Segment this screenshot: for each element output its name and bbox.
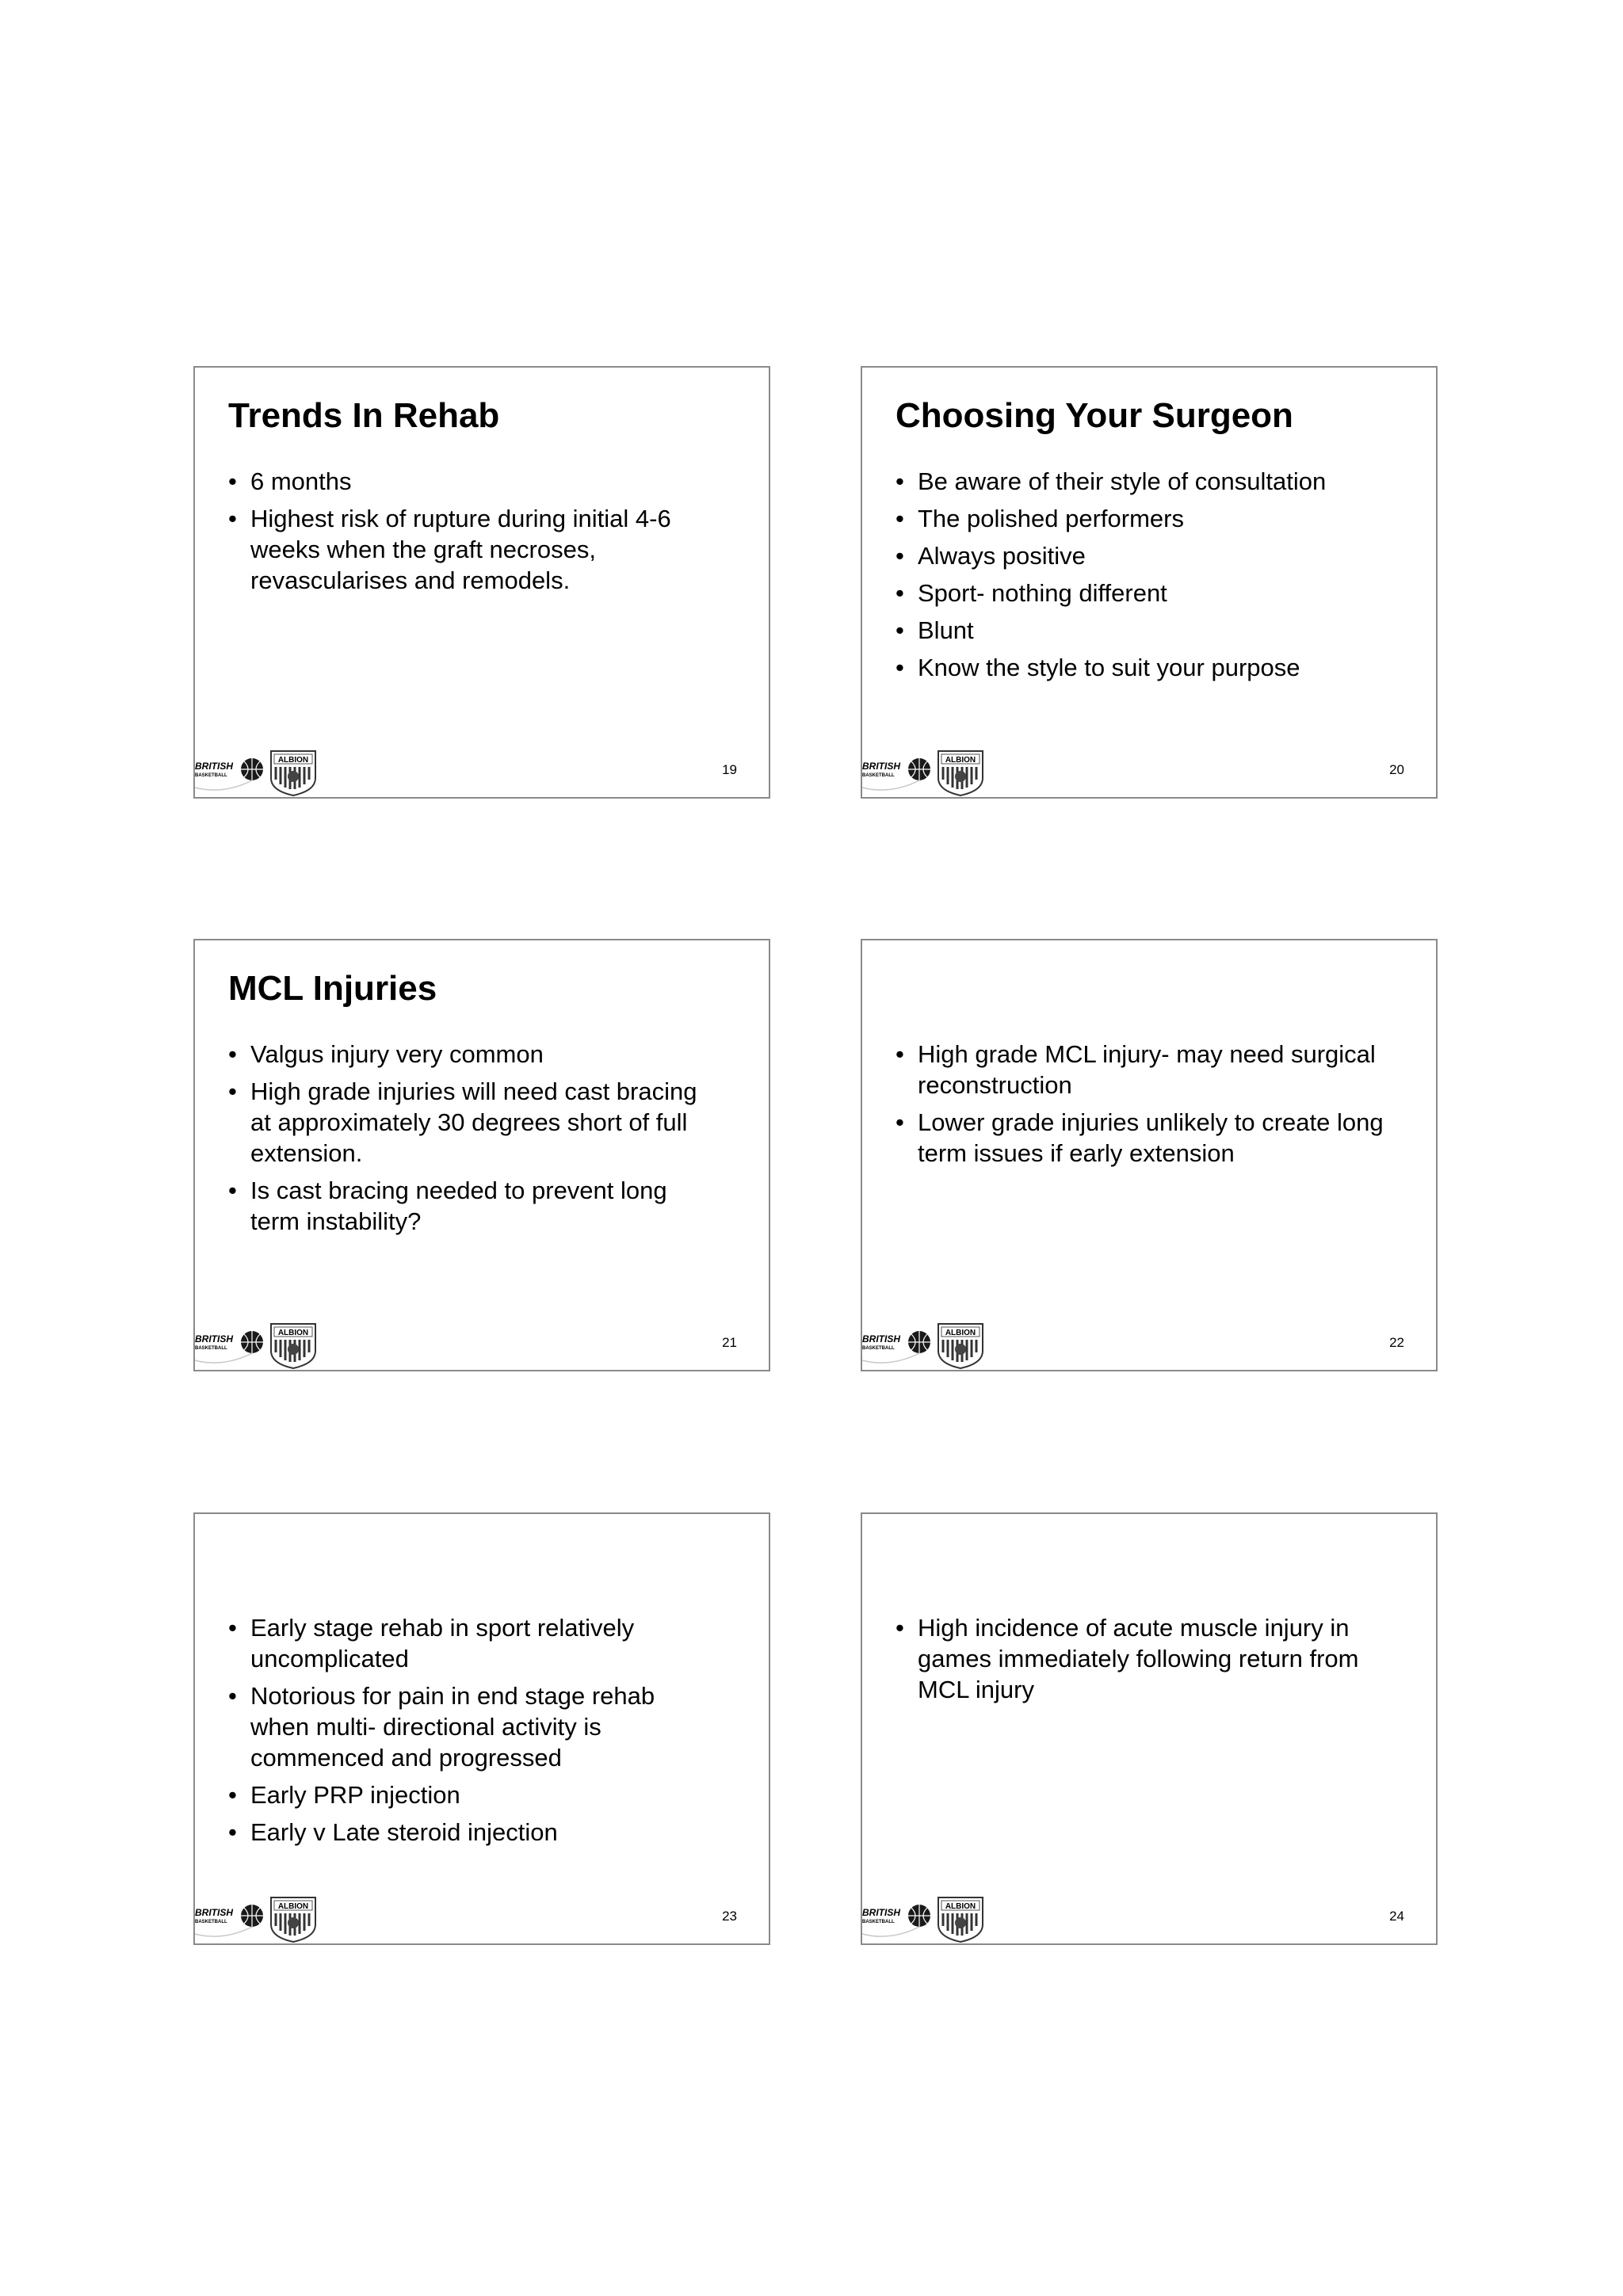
bullet-text: High grade MCL injury- may need surgical reconstruction bbox=[918, 1040, 1376, 1099]
bullet-text: High grade injuries will need cast bracing at approximately 30 degrees short of full extension. bbox=[250, 1077, 697, 1167]
footer-logos bbox=[861, 746, 995, 797]
bullet-item bbox=[896, 615, 1387, 646]
crest-bird-icon bbox=[955, 771, 966, 782]
bullet-text: The polished performers bbox=[918, 505, 1184, 532]
bullet-list bbox=[896, 1039, 1387, 1175]
slide-20 bbox=[861, 366, 1438, 799]
slide-number: 19 bbox=[722, 762, 737, 777]
slide-number: 24 bbox=[1389, 1909, 1404, 1924]
british-basketball-logo-text: BRITISH bbox=[195, 1907, 233, 1918]
bullet-item bbox=[228, 1039, 720, 1070]
slide-title: MCL Injuries bbox=[228, 969, 437, 1008]
logo-swoosh bbox=[862, 1924, 924, 1936]
british-basketball-logo-text: BRITISH bbox=[862, 761, 900, 772]
slide-number: 23 bbox=[722, 1909, 737, 1924]
bullet-text: Always positive bbox=[918, 542, 1086, 570]
logos-graphic bbox=[193, 746, 328, 797]
bullet-item bbox=[228, 1076, 720, 1169]
bullet-text: Is cast bracing needed to prevent long term instability? bbox=[250, 1177, 667, 1235]
bullet-item bbox=[896, 1107, 1387, 1169]
logos-graphic bbox=[861, 1319, 995, 1370]
bullet-text: Early stage rehab in sport relatively uncomplicated bbox=[250, 1614, 635, 1672]
bullet-dot: • bbox=[228, 467, 237, 495]
british-basketball-logo-subtext: BASKETBALL bbox=[862, 1346, 895, 1351]
bullet-item bbox=[228, 466, 720, 497]
bullet-dot: • bbox=[896, 1108, 904, 1136]
albion-logo-text: ALBION bbox=[945, 1329, 976, 1337]
bullet-dot: • bbox=[896, 579, 904, 607]
logos-graphic bbox=[861, 746, 995, 797]
bullet-text: Know the style to suit your purpose bbox=[918, 654, 1300, 681]
logos-graphic bbox=[193, 1319, 328, 1370]
albion-logo-text: ALBION bbox=[277, 1329, 309, 1337]
bullet-item bbox=[896, 466, 1387, 497]
bullet-dot: • bbox=[228, 1177, 237, 1204]
bullet-list bbox=[228, 1612, 720, 1854]
bullet-item bbox=[896, 578, 1387, 608]
slide-23 bbox=[193, 1512, 770, 1945]
logo-swoosh bbox=[862, 1351, 924, 1363]
bullet-text: High incidence of acute muscle injury in games immediately following return from MCL injury bbox=[918, 1614, 1359, 1703]
british-basketball-logo-subtext: BASKETBALL bbox=[195, 1346, 227, 1351]
british-basketball-logo-text: BRITISH bbox=[195, 761, 233, 772]
logo-swoosh bbox=[862, 778, 924, 790]
crest-bird-icon bbox=[288, 1344, 299, 1355]
british-basketball-logo-subtext: BASKETBALL bbox=[195, 1920, 227, 1924]
footer-logos bbox=[193, 1893, 328, 1943]
logo-swoosh bbox=[195, 1351, 257, 1363]
slide-number: 21 bbox=[722, 1335, 737, 1350]
bullet-text: Highest risk of rupture during initial 4-6 weeks when the graft necroses, revascularises and remodels. bbox=[250, 505, 671, 594]
albion-logo-text: ALBION bbox=[277, 756, 309, 765]
slide-number: 22 bbox=[1389, 1335, 1404, 1350]
crest-bird-icon bbox=[288, 771, 299, 782]
footer-logos bbox=[861, 1893, 995, 1943]
bullet-text: Early v Late steroid injection bbox=[250, 1818, 558, 1846]
bullet-dot: • bbox=[228, 505, 237, 532]
bullet-item bbox=[896, 503, 1387, 534]
bullet-dot: • bbox=[896, 1040, 904, 1068]
bullet-dot: • bbox=[896, 467, 904, 495]
bullet-item bbox=[228, 1175, 720, 1237]
basketball-seams bbox=[241, 1331, 263, 1353]
albion-logo-text: ALBION bbox=[945, 1902, 976, 1911]
crest-bird-icon bbox=[955, 1344, 966, 1355]
bullet-dot: • bbox=[228, 1614, 237, 1642]
bullet-text: Notorious for pain in end stage rehab when multi- directional activity is commenced and progressed bbox=[250, 1682, 655, 1772]
bullet-item bbox=[896, 1039, 1387, 1100]
bullet-list bbox=[228, 466, 720, 602]
bullet-dot: • bbox=[896, 616, 904, 644]
bullet-item bbox=[896, 652, 1387, 683]
bullet-dot: • bbox=[228, 1781, 237, 1809]
bullet-dot: • bbox=[896, 654, 904, 681]
bullet-dot: • bbox=[228, 1077, 237, 1105]
bullet-item bbox=[228, 1779, 720, 1810]
slide-24 bbox=[861, 1512, 1438, 1945]
bullet-text: 6 months bbox=[250, 467, 352, 495]
slide-21 bbox=[193, 939, 770, 1371]
bullet-item bbox=[228, 503, 720, 596]
logo-swoosh bbox=[195, 1924, 257, 1936]
bullet-text: Lower grade injuries unlikely to create long term issues if early extension bbox=[918, 1108, 1384, 1167]
bullet-dot: • bbox=[896, 542, 904, 570]
british-basketball-logo-text: BRITISH bbox=[862, 1333, 900, 1344]
bullet-dot: • bbox=[896, 1614, 904, 1642]
bullet-item bbox=[228, 1817, 720, 1848]
bullet-item bbox=[896, 540, 1387, 571]
bullet-dot: • bbox=[228, 1818, 237, 1846]
footer-logos bbox=[193, 746, 328, 797]
slide-19 bbox=[193, 366, 770, 799]
crest-bird-icon bbox=[288, 1917, 299, 1928]
british-basketball-logo-subtext: BASKETBALL bbox=[862, 773, 895, 778]
basketball-seams bbox=[241, 1905, 263, 1927]
bullet-dot: • bbox=[228, 1040, 237, 1068]
bullet-item bbox=[896, 1612, 1387, 1705]
british-basketball-logo-text: BRITISH bbox=[195, 1333, 233, 1344]
british-basketball-logo-subtext: BASKETBALL bbox=[862, 1920, 895, 1924]
bullet-text: Be aware of their style of consultation bbox=[918, 467, 1327, 495]
basketball-seams bbox=[908, 758, 930, 780]
albion-logo-text: ALBION bbox=[277, 1902, 309, 1911]
bullet-text: Early PRP injection bbox=[250, 1781, 460, 1809]
bullet-item bbox=[228, 1680, 720, 1773]
british-basketball-logo-subtext: BASKETBALL bbox=[195, 773, 227, 778]
albion-logo-text: ALBION bbox=[945, 756, 976, 765]
bullet-text: Sport- nothing different bbox=[918, 579, 1167, 607]
basketball-seams bbox=[908, 1905, 930, 1927]
basketball-seams bbox=[908, 1331, 930, 1353]
logos-graphic bbox=[193, 1893, 328, 1943]
slide-title: Trends In Rehab bbox=[228, 396, 500, 435]
basketball-seams bbox=[241, 758, 263, 780]
bullet-dot: • bbox=[896, 505, 904, 532]
bullet-list bbox=[896, 466, 1387, 689]
slide-number: 20 bbox=[1389, 762, 1404, 777]
footer-logos bbox=[193, 1319, 328, 1370]
footer-logos bbox=[861, 1319, 995, 1370]
logos-graphic bbox=[861, 1893, 995, 1943]
bullet-list bbox=[896, 1612, 1387, 1711]
logo-swoosh bbox=[195, 778, 257, 790]
bullet-item bbox=[228, 1612, 720, 1674]
bullet-text: Valgus injury very common bbox=[250, 1040, 544, 1068]
crest-bird-icon bbox=[955, 1917, 966, 1928]
british-basketball-logo-text: BRITISH bbox=[862, 1907, 900, 1918]
bullet-list bbox=[228, 1039, 720, 1243]
bullet-dot: • bbox=[228, 1682, 237, 1710]
bullet-text: Blunt bbox=[918, 616, 974, 644]
slide-22 bbox=[861, 939, 1438, 1371]
slide-title: Choosing Your Surgeon bbox=[896, 396, 1293, 435]
